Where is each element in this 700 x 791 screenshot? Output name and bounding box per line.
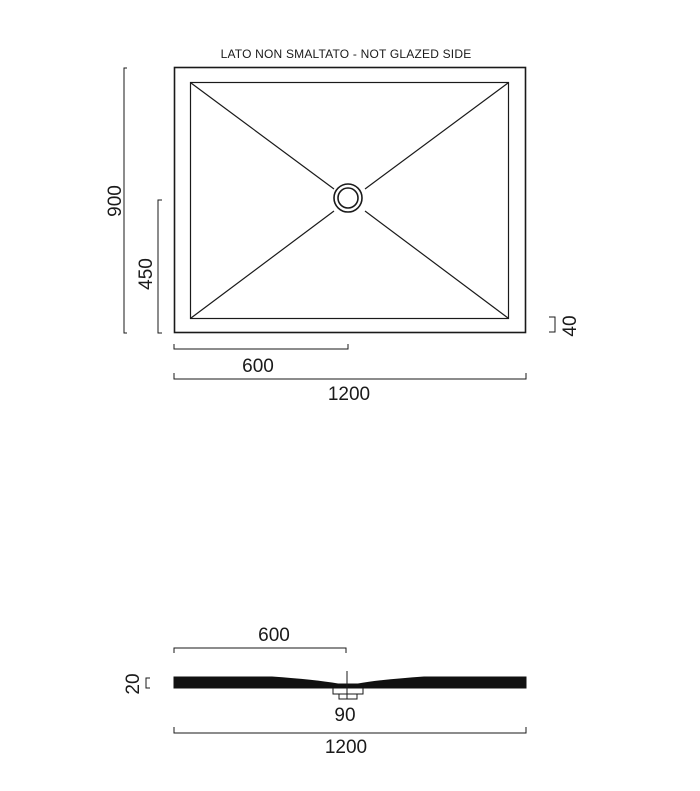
dimension-line-edge-40 xyxy=(549,317,555,332)
drain-outlet xyxy=(339,694,357,699)
side-dimension-width-600: 600 xyxy=(258,625,290,646)
dimension-line-width-600 xyxy=(174,344,348,349)
side-dimension-thickness-20: 20 xyxy=(123,673,144,695)
drain-inner-ring xyxy=(338,188,358,208)
side-dimension-line-thickness-20 xyxy=(146,678,150,688)
side-view xyxy=(123,625,526,758)
side-dimension-line-width-1200 xyxy=(174,727,526,733)
dimension-height-450: 450 xyxy=(136,258,157,290)
dimension-line-height-450 xyxy=(158,200,162,333)
tray-outer-edge xyxy=(175,68,526,333)
dimension-height-900: 900 xyxy=(105,185,126,217)
side-dimension-width-1200: 1200 xyxy=(324,737,368,758)
not-glazed-side-note: LATO NON SMALTATO - NOT GLAZED SIDE xyxy=(220,47,472,61)
dimension-edge-40: 40 xyxy=(560,315,581,337)
slope-line-bottom-right xyxy=(365,211,508,318)
dimension-width-600: 600 xyxy=(242,356,274,377)
top-view xyxy=(105,47,581,405)
tray-profile xyxy=(174,677,526,688)
dimension-width-1200: 1200 xyxy=(327,384,371,405)
slope-line-top-left xyxy=(191,83,334,189)
drain-body xyxy=(333,688,363,694)
slope-line-top-right xyxy=(365,83,508,189)
slope-line-bottom-left xyxy=(191,211,334,318)
side-dimension-line-width-600 xyxy=(174,648,346,653)
dimension-line-width-1200 xyxy=(174,373,526,379)
side-dimension-drain-90: 90 xyxy=(334,705,356,726)
